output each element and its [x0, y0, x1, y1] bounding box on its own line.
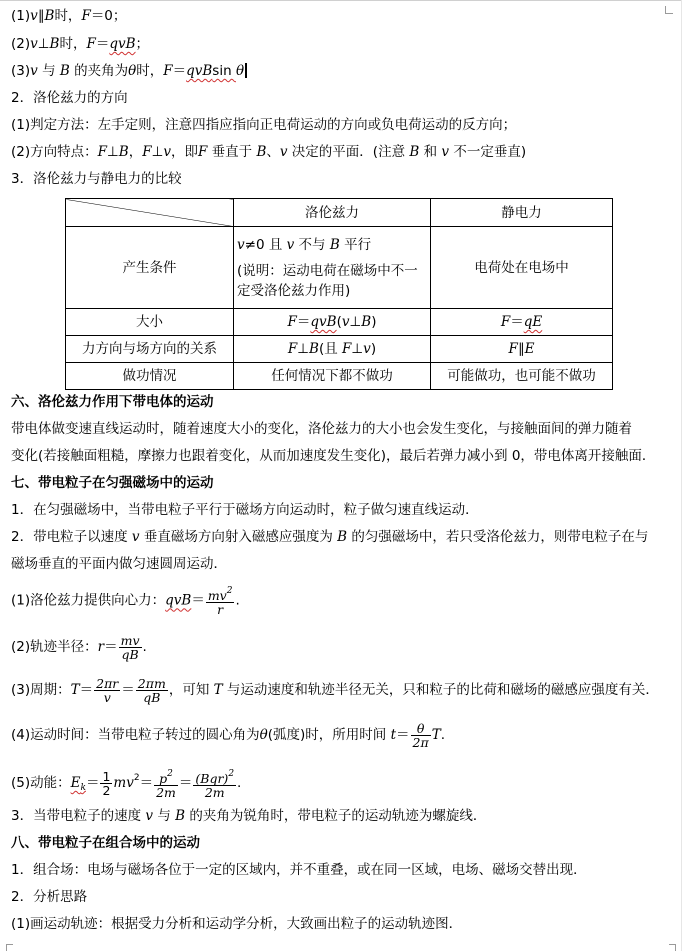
text-line: (2)方向特点：F⊥B，F⊥v，即F 垂直于 B、v 决定的平面．(注意 B 和 v 不一定垂直) [11, 144, 527, 160]
formula-line: (2)轨迹半径：r＝ $\frac{mv}{qB}$ . [11, 632, 147, 662]
heading: 3．洛伦兹力与静电力的比较 [11, 171, 182, 187]
text-line: 3．当带电粒子的速度 v 与 B 的夹角为锐角时，带电粒子的运动轨迹为螺旋线． [11, 808, 487, 824]
text-line: 1．在匀强磁场中，当带电粒子平行于磁场方向运动时，粒子做匀速直线运动． [11, 502, 479, 518]
text-line: (2)v⊥B时，F＝qvB； [11, 36, 150, 52]
text-line: (1)v∥B时，F＝0； [11, 8, 127, 24]
fraction: $\frac{mv^2}{r}$ [207, 586, 233, 617]
table-header: 洛伦兹力 [234, 199, 431, 227]
section-title: 七、带电粒子在匀强磁场中的运动 [11, 475, 214, 491]
table-header: 静电力 [431, 199, 613, 227]
text-line: (1)判定方法：左手定则，注意四指应指向正电荷运动的方向或负电荷运动的反方向； [11, 117, 517, 133]
page-top-edge [0, 0, 682, 1]
table-row [66, 363, 613, 390]
formula-line: (1)洛伦兹力提供向心力：qvB＝ $\frac{mv^2}{r}$ . [11, 586, 240, 617]
table-cell: F＝qE [431, 309, 613, 336]
text-line: 2．带电粒子以速度 v 垂直磁场方向射入磁感应强度为 B 的匀强磁场中，若只受洛伦兹力，则带电粒子在与 [11, 529, 649, 545]
table-cell: 大小 [66, 309, 234, 336]
crop-mark-icon [669, 944, 676, 951]
text-line: 1．组合场：电场与磁场各位于一定的区域内，并不重叠，或在同一区域，电场、磁场交替出现． [11, 862, 587, 878]
table-row [66, 336, 613, 363]
table-corner-cell [66, 199, 234, 227]
table-cell: 做功情况 [66, 363, 234, 390]
fraction: $\frac{(Bqr)^2}{2m}$ [195, 768, 235, 800]
table-row [66, 309, 613, 336]
fraction: $\frac{2\pi r}{v}$ [96, 675, 119, 705]
text-line: 变化(若接触面粗糙，摩擦力也跟着变化，从而加速度发生变化)，最后若弹力减小到 0，带电体离开接触面． [11, 448, 656, 464]
formula-line: (5)动能：$E_k=$ $\frac{1}{2}$ $mv^2=$ $\frac{p^2}{2m}$ ＝ $\frac{(Bqr)^2}{2m}$ . [11, 768, 242, 800]
text-cursor [245, 63, 247, 78]
text-line: 带电体做变速直线运动时，随着速度大小的变化，洛伦兹力的大小也会发生变化，与接触面间的弹力随着 [11, 421, 632, 437]
table-cell: 任何情况下都不做功 [234, 363, 431, 390]
fraction: $\frac{p^2}{2m}$ [156, 768, 176, 800]
table-cell: F⊥B(且 F⊥v) [234, 336, 431, 363]
text-line: (1)画运动轨迹：根据受力分析和运动学分析，大致画出粒子的运动轨迹图． [11, 916, 463, 932]
fraction: $\frac{mv}{qB}$ [120, 632, 140, 662]
formula-line: (4)运动时间：当带电粒子转过的圆心角为θ(弧度)时，所用时间 t＝ $\frac{\theta}{2\pi}$ T. [11, 720, 446, 750]
text-line: (3)v 与 B 的夹角为θ时，F＝qvBsin θ [11, 61, 247, 81]
table-cell: 电荷处在电场中 [431, 227, 613, 309]
table-cell: 力方向与场方向的关系 [66, 336, 234, 363]
table-cell: F＝qvB(v⊥B) [234, 309, 431, 336]
fraction: $\frac{1}{2}$ [102, 768, 111, 798]
table-row [66, 227, 613, 309]
text-line: 磁场垂直的平面内做匀速圆周运动． [11, 556, 227, 572]
table-cell: v≠0 且 v 不与 B 平行 (说明：运动电荷在磁场中不一 定受洛伦兹力作用) [234, 227, 431, 309]
heading: 2．洛伦兹力的方向 [11, 90, 128, 106]
section-title: 六、洛伦兹力作用下带电体的运动 [11, 394, 214, 410]
text-line: 2．分析思路 [11, 889, 88, 905]
crop-mark-icon [6, 944, 13, 951]
comparison-table [65, 198, 613, 390]
fraction: $\frac{2\pi m}{qB}$ [137, 675, 166, 705]
crop-mark-icon [665, 6, 673, 14]
table-cell: 可能做功，也可能不做功 [431, 363, 613, 390]
section-title: 八、带电粒子在组合场中的运动 [11, 835, 200, 851]
formula-line: (3)周期：T＝ $\frac{2\pi r}{v}$ ＝ $\frac{2\pi m}{qB}$ ，可知 T 与运动速度和轨迹半径无关，只和粒子的比荷和磁场的磁感应强度有关． [11, 675, 659, 705]
table-row [66, 199, 613, 227]
table-cell: F∥E [431, 336, 613, 363]
fraction: $\frac{\theta}{2\pi}$ [412, 720, 429, 750]
table-cell: 产生条件 [66, 227, 234, 309]
